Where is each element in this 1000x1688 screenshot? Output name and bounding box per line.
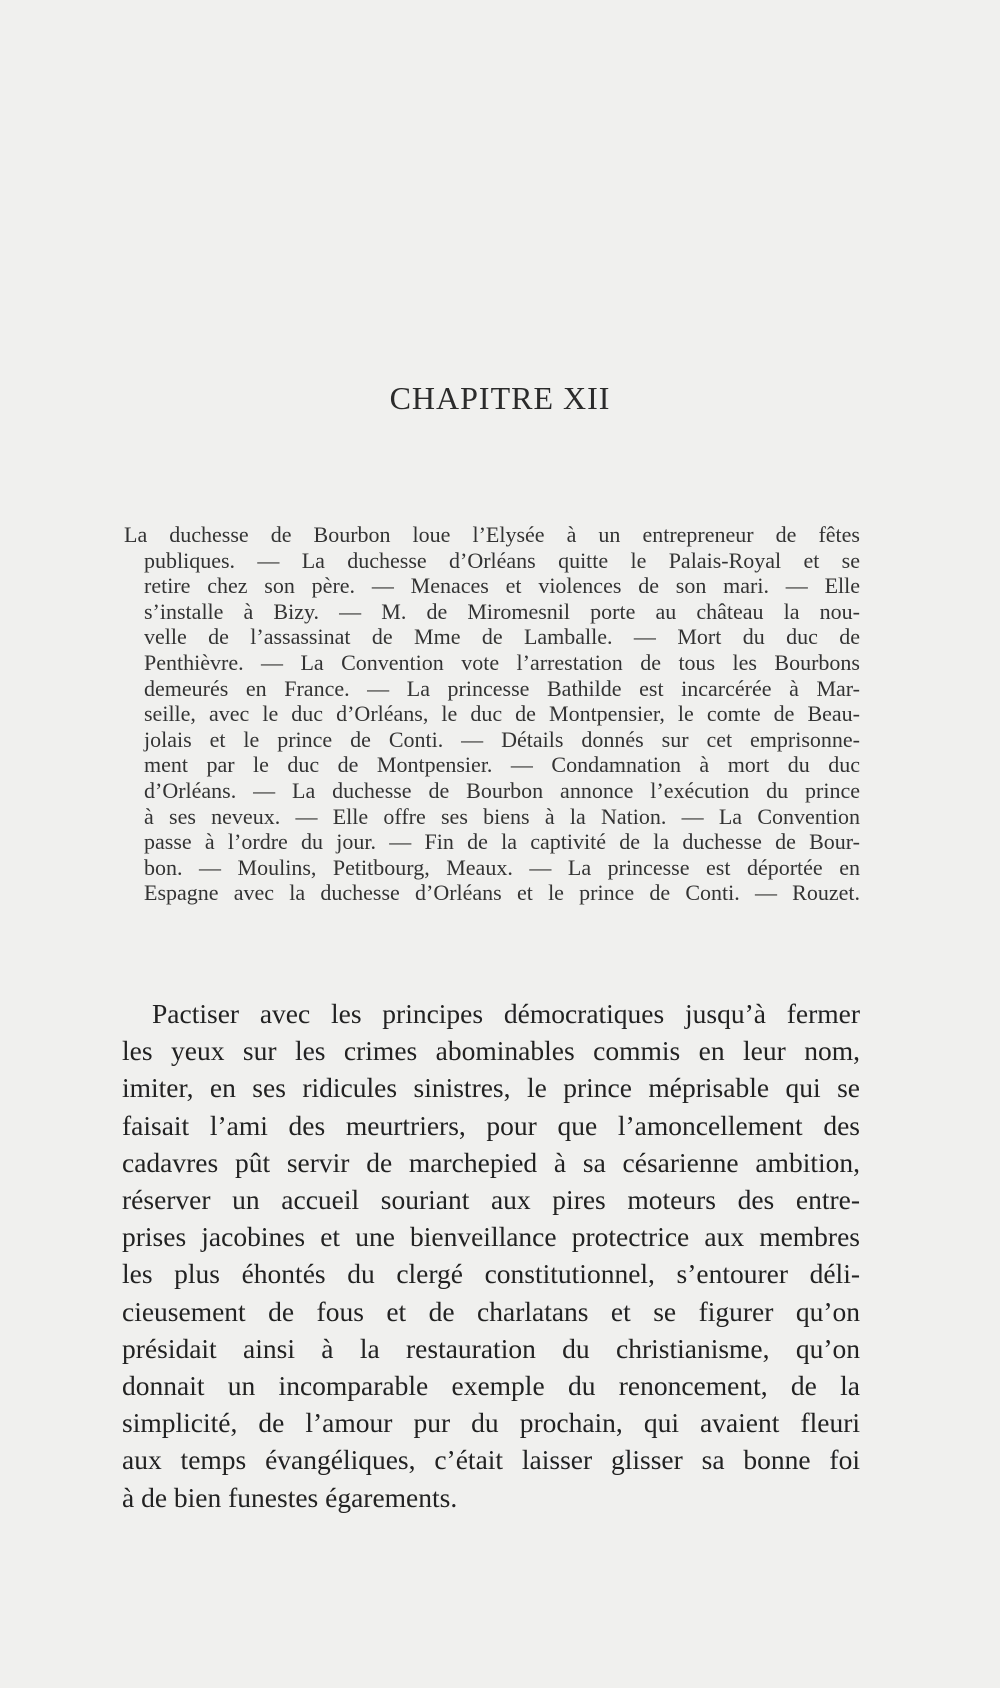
body-line: imiter, en ses ridicules sinistres, le prince méprisable qui se — [122, 1072, 860, 1104]
summary-line: Penthièvre. — La Convention vote l’arrestation de tous les Bourbons — [144, 649, 860, 675]
summary-line: retire chez son père. — Menaces et violences de son mari. — Elle — [144, 573, 860, 599]
body-line: cadavres pût servir de marchepied à sa césarienne ambition, — [122, 1146, 860, 1178]
body-line: réserver un accueil souriant aux pires moteurs des entre- — [122, 1184, 860, 1216]
summary-line: s’installe à Bizy. — M. de Miromesnil porte au château la nou- — [144, 598, 860, 624]
summary-line: ment par le duc de Montpensier. — Condamnation à mort du duc — [144, 752, 860, 778]
summary-line: demeurés en France. — La princesse Bathilde est incarcérée à Mar- — [144, 675, 860, 701]
summary-line: seille, avec le duc d’Orléans, le duc de Montpensier, le comte de Beau- — [144, 701, 860, 727]
body-line: Pactiser avec les principes démocratiques jusqu’à fermer — [152, 998, 860, 1029]
body-line: à de bien funestes égarements. — [122, 1481, 458, 1513]
summary-line: La duchesse de Bourbon loue l’Elysée à un entrepreneur de fêtes — [124, 522, 860, 547]
chapter-title: CHAPITRE XII — [389, 380, 611, 416]
summary-line: velle de l’assassinat de Mme de Lamballe. — Mort du duc de — [144, 624, 860, 650]
summary-line: passe à l’ordre du jour. — Fin de la captivité de la duchesse de Bour- — [144, 829, 860, 855]
summary-line: publiques. — La duchesse d’Orléans quitte le Palais-Royal et se — [144, 547, 860, 573]
body-line: les plus éhontés du clergé constitutionnel, s’entourer déli- — [122, 1258, 860, 1290]
summary-line: bon. — Moulins, Petitbourg, Meaux. — La princesse est déportée en — [144, 854, 860, 880]
body-paragraph — [122, 995, 860, 1516]
body-line: aux temps évangéliques, c’était laisser glisser sa bonne foi — [122, 1444, 860, 1476]
summary-line: d’Orléans. — La duchesse de Bourbon annonce l’exécution du prince — [144, 777, 860, 803]
body-line: présidait ainsi à la restauration du christianisme, qu’on — [122, 1332, 860, 1364]
body-line: prises jacobines et une bienveillance protectrice aux membres — [122, 1221, 860, 1253]
body-line: les yeux sur les crimes abominables commis en leur nom, — [122, 1035, 860, 1067]
chapter-summary — [124, 522, 860, 906]
summary-line: à ses neveux. — Elle offre ses biens à la Nation. — La Convention — [144, 803, 860, 829]
body-line: cieusement de fous et de charlatans et se figurer qu’on — [122, 1295, 860, 1327]
summary-line: jolais et le prince de Conti. — Détails donnés sur cet emprisonne- — [144, 726, 860, 752]
body-line: donnait un incomparable exemple du renoncement, de la — [122, 1370, 860, 1402]
body-line: simplicité, de l’amour pur du prochain, qui avaient fleuri — [122, 1407, 860, 1439]
body-line: faisait l’ami des meurtriers, pour que l’amoncellement des — [122, 1109, 860, 1141]
summary-line: Espagne avec la duchesse d’Orléans et le prince de Conti. — Rouzet. — [144, 880, 860, 906]
